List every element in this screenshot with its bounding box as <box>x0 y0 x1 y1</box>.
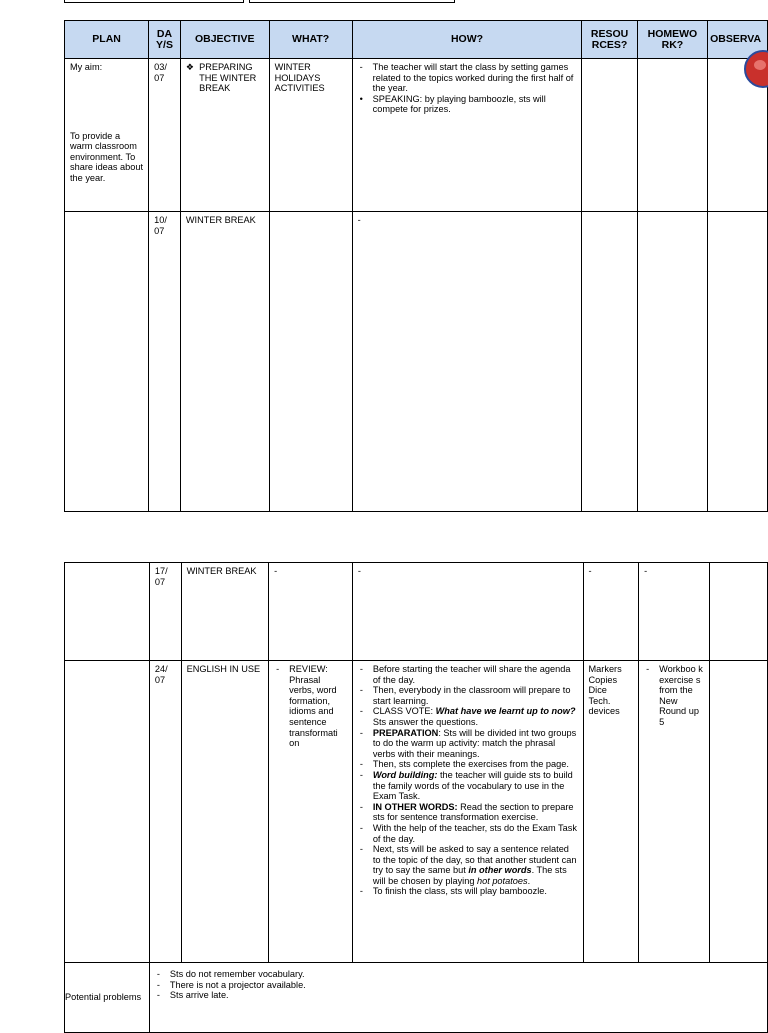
list-item: - PREPARATION: Sts will be divided int two groups to do the warm up activity: match the phrasal verbs with their meanings. <box>358 728 578 760</box>
lesson-plan-table-continued <box>64 562 768 1033</box>
header-field-box-1 <box>64 0 244 3</box>
lesson-plan-table <box>64 20 768 512</box>
list-item: - The teacher will start the class by setting games related to the topics worked during the first half of the year. <box>358 62 577 94</box>
list-item: - Word building: the teacher will guide sts to build the family words of the vocabulary to use in the Exam Task. <box>358 770 578 802</box>
header-days: DA Y/S <box>149 21 181 59</box>
observations-cell <box>709 563 767 661</box>
list-item: - There is not a projector available. <box>155 980 762 991</box>
list-item: - To finish the class, sts will play bamboozle. <box>358 886 578 897</box>
header-objective: OBJECTIVE <box>180 21 269 59</box>
table-row <box>65 563 768 661</box>
objective-cell: WINTER BREAK <box>180 212 269 512</box>
list-item: • SPEAKING: by playing bamboozle, sts will compete for prizes. <box>358 94 577 115</box>
resource-item: devices <box>588 706 620 717</box>
day-cell: 24/ 07 <box>149 661 181 963</box>
day-cell: 10/ 07 <box>149 212 181 512</box>
how-cell: - <box>352 563 583 661</box>
objective-cell: WINTER BREAK <box>181 563 269 661</box>
aim-text: To provide a warm classroom environment. To share ideas about the year. <box>70 130 144 183</box>
what-cell <box>269 212 352 512</box>
header-field-box-2 <box>249 0 455 3</box>
table-header-row <box>65 21 768 59</box>
how-cell <box>352 661 583 963</box>
observations-cell <box>709 661 767 963</box>
table-row <box>65 59 768 212</box>
list-item: - Next, sts will be asked to say a sentence related to the topic of the day, so that another student can try to say the same but in other words. The sts will be chosen by playing hot potatoes. <box>358 844 578 886</box>
what-cell: WINTER HOLIDAYS ACTIVITIES <box>269 59 352 212</box>
potential-problems-row <box>65 963 768 1033</box>
day-cell: 17/ 07 <box>149 563 181 661</box>
what-cell: - <box>269 563 353 661</box>
homework-cell <box>639 661 710 963</box>
homework-cell <box>637 59 707 212</box>
list-item: - Then, sts complete the exercises from the page. <box>358 759 578 770</box>
resources-cell: - <box>583 563 639 661</box>
what-cell <box>269 661 353 963</box>
list-item: - With the help of the teacher, sts do the Exam Task of the day. <box>358 823 578 844</box>
plan-cell <box>65 212 149 512</box>
objective-cell: ENGLISH IN USE <box>181 661 269 963</box>
plan-cell <box>65 661 150 963</box>
list-item: - Workboo k exercise s from the New Round up 5 <box>644 664 704 728</box>
resource-item: Dice <box>588 685 607 696</box>
header-resources: RESOU RCES? <box>582 21 637 59</box>
list-item: - Before starting the teacher will share the agenda of the day. <box>358 664 578 685</box>
potential-problems-cell <box>149 963 767 1033</box>
table-row <box>65 661 768 963</box>
aim-label: My aim: <box>70 62 103 72</box>
header-observations: OBSERVA <box>708 21 768 59</box>
header-what: WHAT? <box>269 21 352 59</box>
list-item: - Sts arrive late. <box>155 990 762 1001</box>
how-cell: - <box>352 212 582 512</box>
objective-text: PREPARING THE WINTER BREAK <box>199 62 257 94</box>
resources-cell <box>582 212 637 512</box>
observations-cell <box>708 212 768 512</box>
resource-item: Markers <box>588 664 622 674</box>
header-homework: HOMEWO RK? <box>637 21 707 59</box>
header-plan: PLAN <box>65 21 149 59</box>
potential-problems-label: Potential problems <box>65 963 150 1033</box>
diamond-bullet-icon: ❖ <box>185 62 195 72</box>
homework-cell <box>637 212 707 512</box>
list-item: - Then, everybody in the classroom will prepare to start learning. <box>358 685 578 706</box>
day-cell: 03/ 07 <box>149 59 181 212</box>
table-row <box>65 212 768 512</box>
resources-cell <box>583 661 639 963</box>
list-item: - REVIEW: Phrasal verbs, word formation, idioms and sentence transformati on <box>274 664 347 749</box>
list-item: - IN OTHER WORDS: Read the section to prepare sts for sentence transformation exercise. <box>358 802 578 823</box>
list-item: - CLASS VOTE: What have we learnt up to now? Sts answer the questions. <box>358 706 578 727</box>
plan-cell <box>65 563 150 661</box>
homework-cell: - <box>639 563 710 661</box>
list-item: - Sts do not remember vocabulary. <box>155 969 762 980</box>
resource-item: Copies <box>588 674 618 685</box>
plan-cell <box>65 59 149 212</box>
resource-item: Tech. <box>588 695 611 706</box>
resources-cell <box>582 59 637 212</box>
header-how: HOW? <box>352 21 582 59</box>
objective-cell <box>180 59 269 212</box>
how-cell <box>352 59 582 212</box>
